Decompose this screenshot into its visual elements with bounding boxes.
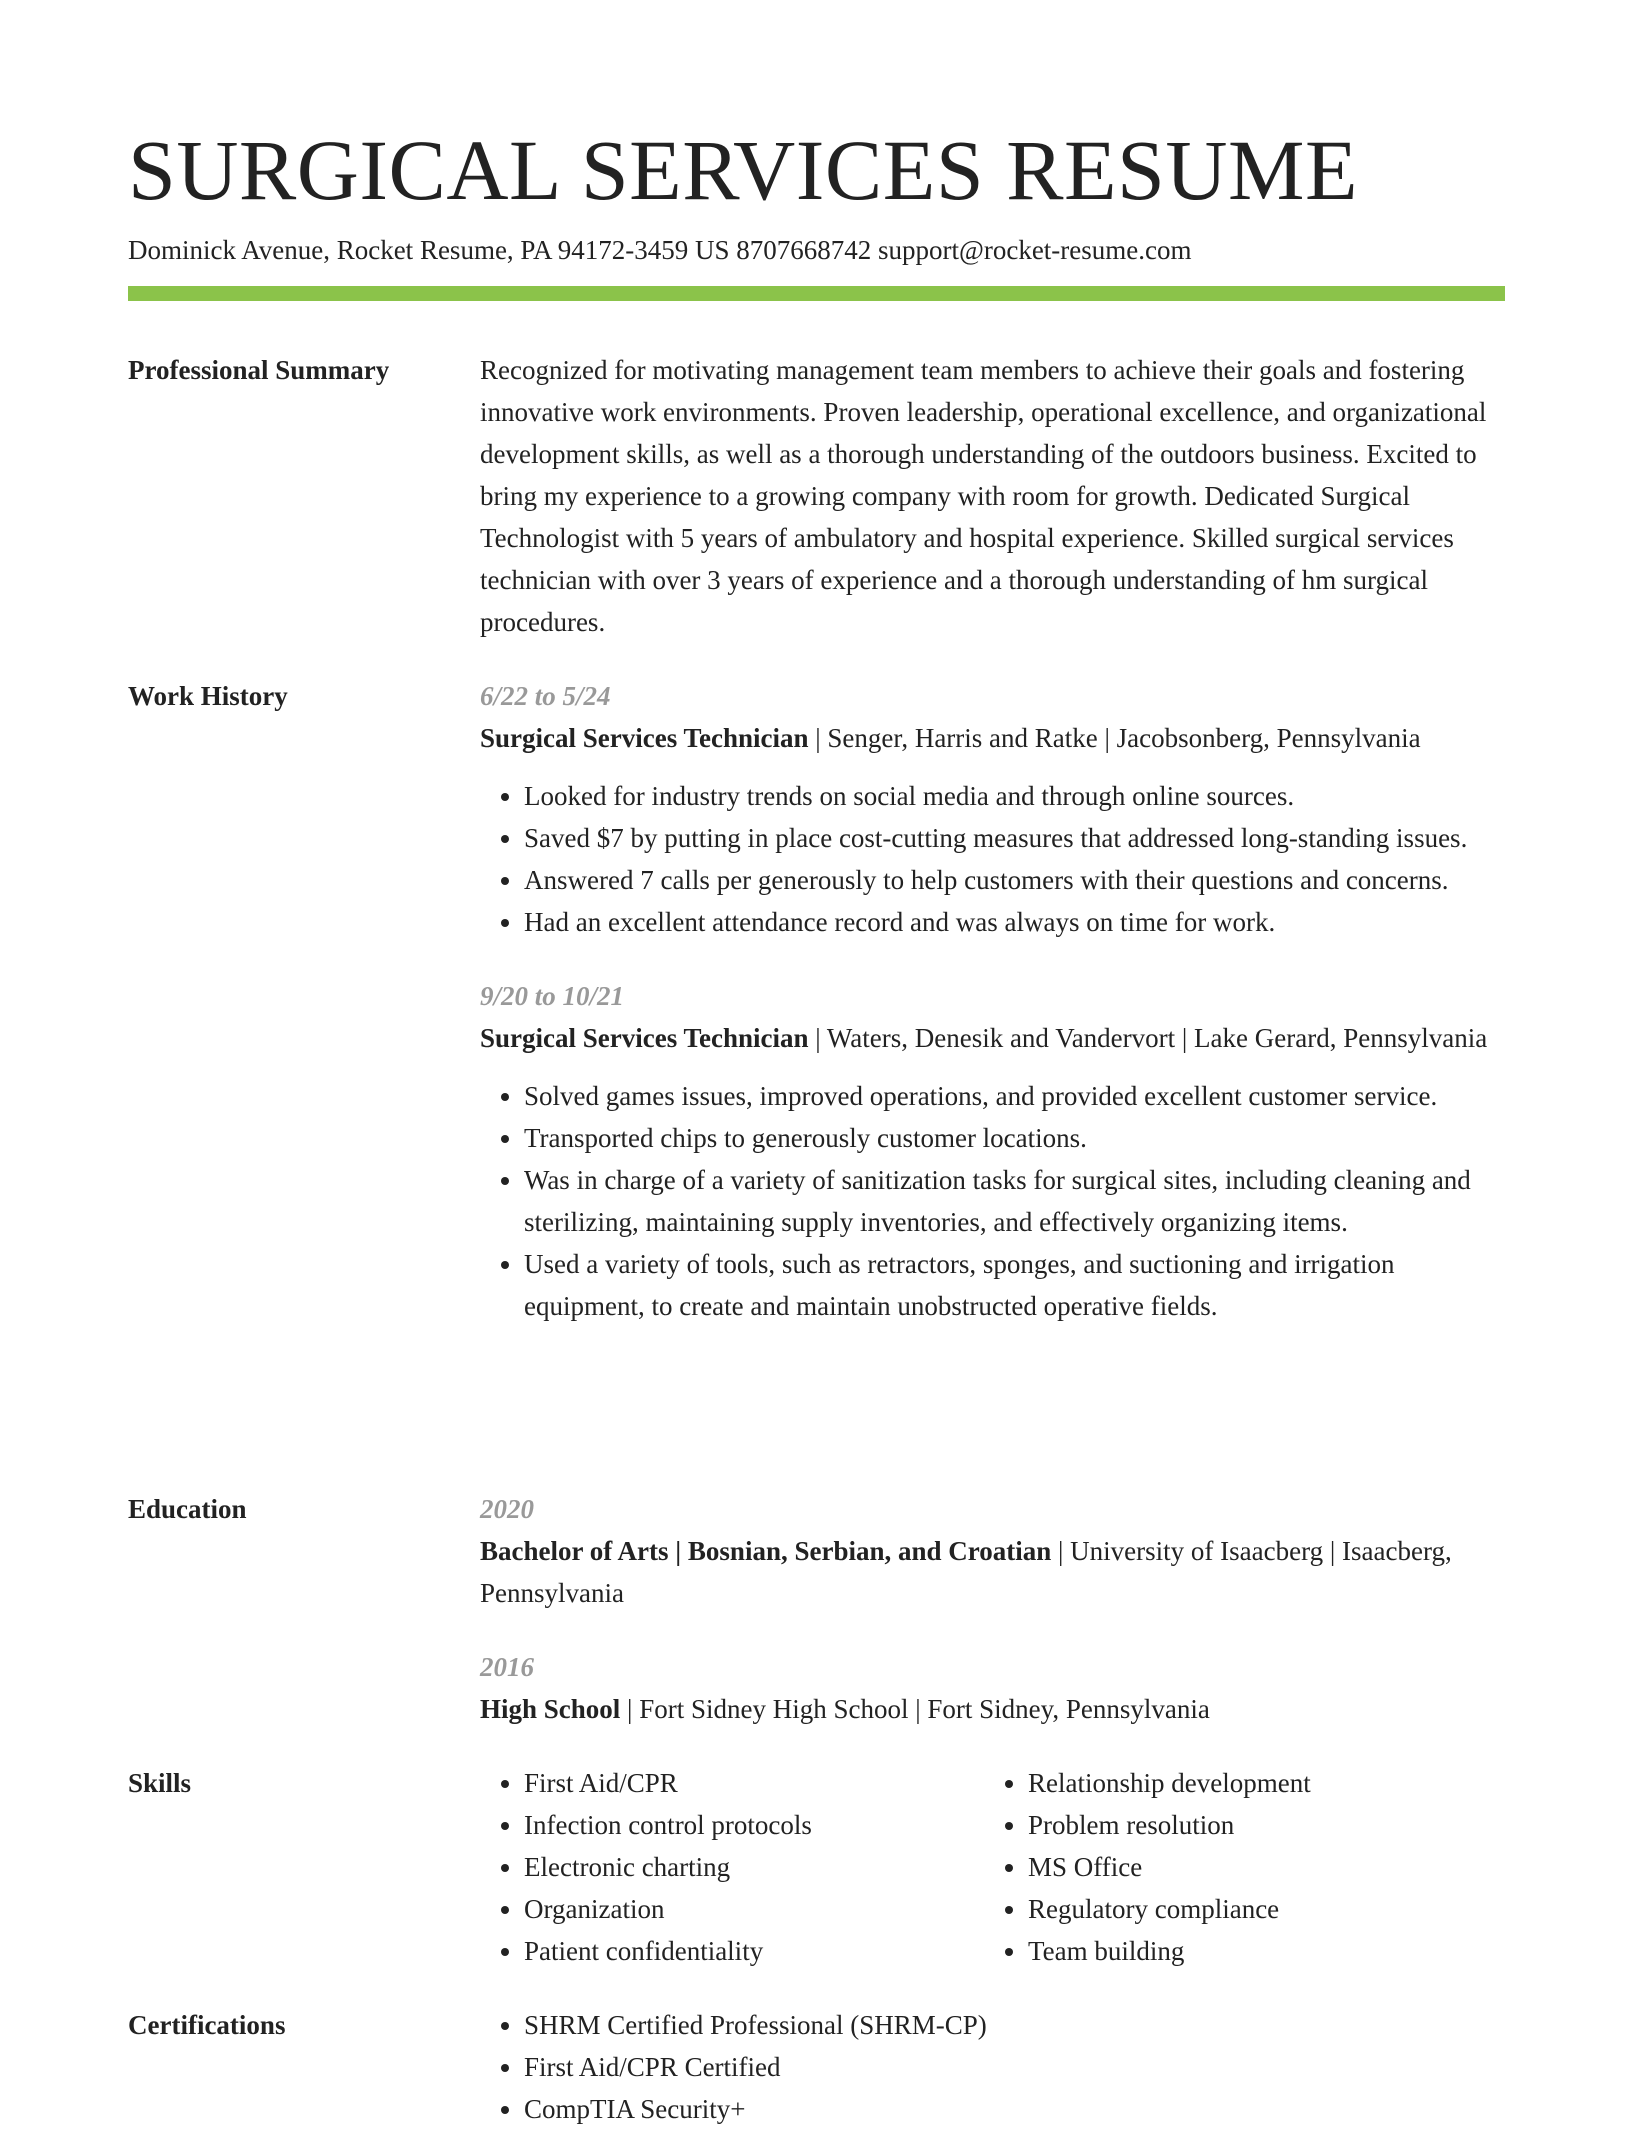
section-label-summary: Professional Summary xyxy=(128,355,390,385)
education-heading xyxy=(480,1530,1505,1614)
certification-item: • First Aid/CPR Certified xyxy=(524,2046,1505,2088)
job-entry xyxy=(480,675,1505,943)
section-label-work: Work History xyxy=(128,681,288,711)
job-heading xyxy=(480,717,1505,759)
education-year: 2020 xyxy=(480,1494,534,1524)
degree: Bachelor of Arts | Bosnian, Serbian, and Croatian xyxy=(480,1536,1052,1566)
skills-list-left xyxy=(480,1762,984,1972)
job-bullet: • Looked for industry trends on social media and through online sources. xyxy=(524,775,1505,817)
skill-item: • Relationship development xyxy=(1028,1762,1488,1804)
job-bullet: • Was in charge of a variety of sanitization tasks for surgical sites, including cleaning and sterilizing, maintaining supply inventories, and effectively organizing items. xyxy=(524,1159,1505,1243)
skill-item: • First Aid/CPR xyxy=(524,1762,984,1804)
job-bullet: • Transported chips to generously customer locations. xyxy=(524,1117,1505,1159)
job-bullet: • Used a variety of tools, such as retractors, sponges, and suctioning and irrigation equipment, to create and maintain unobstructed operative fields. xyxy=(524,1243,1505,1327)
education-details: | University of Isaacberg | Isaacberg, Pennsylvania xyxy=(480,1536,1452,1608)
skill-item: • Problem resolution xyxy=(1028,1804,1488,1846)
job-title: Surgical Services Technician xyxy=(480,1023,809,1053)
skill-item: • MS Office xyxy=(1028,1846,1488,1888)
skills-columns xyxy=(480,1762,1505,1972)
education-entry xyxy=(480,1646,1505,1730)
summary-body xyxy=(480,349,1505,643)
skills-list-right xyxy=(984,1762,1488,1972)
work-body xyxy=(480,675,1505,1327)
accent-divider xyxy=(128,286,1505,301)
job-details: | Waters, Denesik and Vandervort | Lake Gerard, Pennsylvania xyxy=(808,1023,1488,1053)
certification-item: • CompTIA Security+ xyxy=(524,2088,1505,2130)
certifications-list xyxy=(480,2004,1505,2130)
job-details: | Senger, Harris and Ratke | Jacobsonberg, Pennsylvania xyxy=(808,723,1421,753)
summary-text: Recognized for motivating management team members to achieve their goals and fostering innovative work environments. Proven leadership, operational excellence, and organizational development skills, as well as a thorough understanding of the outdoors business. Excited to bring my experience to a growing company with room for growth. Dedicated Surgical Technologist with 5 years of ambulatory and hospital experience. Skilled surgical services technician with over 3 years of experience and a thorough understanding of hm surgical procedures. xyxy=(480,355,1487,637)
job-heading xyxy=(480,1017,1505,1059)
skill-item: • Team building xyxy=(1028,1930,1488,1972)
skill-item: • Patient confidentiality xyxy=(524,1930,984,1972)
education-body xyxy=(480,1488,1505,1730)
education-heading xyxy=(480,1688,1505,1730)
section-label-skills: Skills xyxy=(128,1768,192,1798)
contact-info: Dominick Avenue, Rocket Resume, PA 94172-3459 US 8707668742 support@rocket-resume.com xyxy=(128,235,1192,265)
education-year: 2016 xyxy=(480,1652,534,1682)
skills-body xyxy=(480,1762,1505,1972)
job-bullet: • Had an excellent attendance record and was always on time for work. xyxy=(524,901,1505,943)
resume-title: SURGICAL SERVICES RESUME xyxy=(128,122,1358,218)
skill-item: • Organization xyxy=(524,1888,984,1930)
job-bullet: • Saved $7 by putting in place cost-cutting measures that addressed long-standing issues. xyxy=(524,817,1505,859)
job-dates: 9/20 to 10/21 xyxy=(480,981,625,1011)
section-label-education: Education xyxy=(128,1494,247,1524)
job-bullets xyxy=(480,775,1505,943)
job-bullets xyxy=(480,1075,1505,1327)
skill-item: • Infection control protocols xyxy=(524,1804,984,1846)
certifications-body xyxy=(480,2004,1505,2130)
skill-item: • Electronic charting xyxy=(524,1846,984,1888)
job-title: Surgical Services Technician xyxy=(480,723,809,753)
job-bullet: • Solved games issues, improved operations, and provided excellent customer service. xyxy=(524,1075,1505,1117)
job-bullet: • Answered 7 calls per generously to help customers with their questions and concerns. xyxy=(524,859,1505,901)
skill-item: • Regulatory compliance xyxy=(1028,1888,1488,1930)
section-label-certifications: Certifications xyxy=(128,2010,286,2040)
education-entry xyxy=(480,1488,1505,1614)
job-dates: 6/22 to 5/24 xyxy=(480,681,611,711)
education-details: | Fort Sidney High School | Fort Sidney, Pennsylvania xyxy=(620,1694,1210,1724)
degree: High School xyxy=(480,1694,621,1724)
certification-item: • SHRM Certified Professional (SHRM-CP) xyxy=(524,2004,1505,2046)
job-entry xyxy=(480,975,1505,1327)
